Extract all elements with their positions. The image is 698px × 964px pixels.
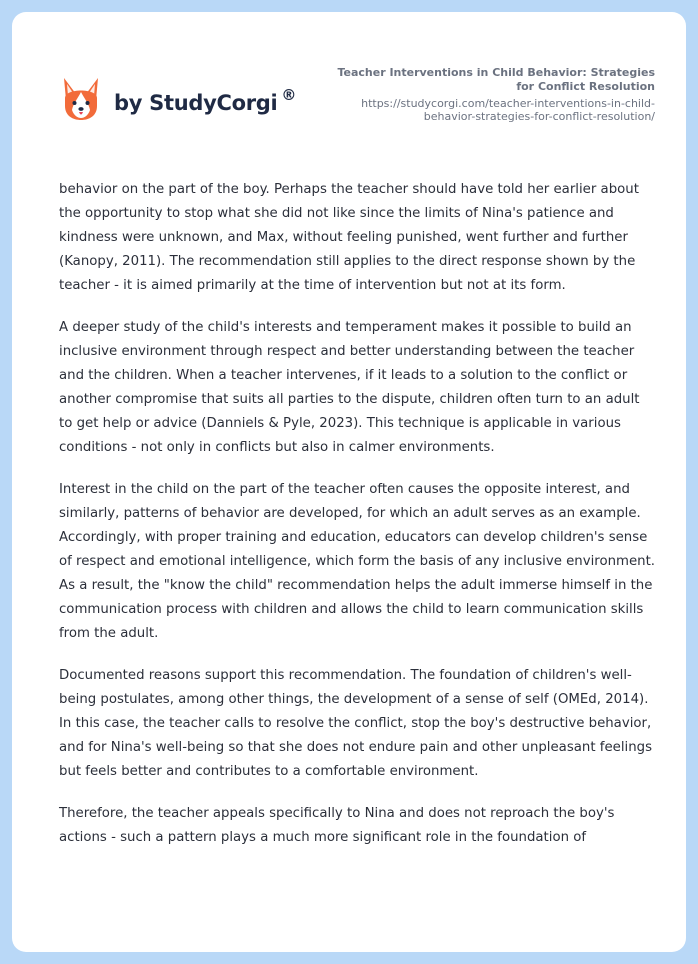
document-title: Teacher Interventions in Child Behavior: Strategies for Conflict Resolution (337, 66, 655, 93)
body-paragraph: A deeper study of the child's interests and temperament makes it possible to build an inclusive environment through respect and better understanding between the teacher and the children. When a teacher intervenes, if it leads to a solution to the conflict or another compromise that suits all parties to the dispute, children often turn to an adult to get help or advice (Danniels & Pyle, 2023). This technique is applicable in various conditions - not only in conflicts but also in calmer environments. (59, 320, 640, 455)
document-page (12, 12, 686, 952)
body-paragraph: Documented reasons support this recommendation. The foundation of children's well-being postulates, among other things, the development of a sense of self (OMEd, 2014). In this case, the teacher calls to resolve the conflict, stop the boy's destructive behavior, and for Nina's well-being so that she does not endure pain and other unpleasant feelings but feels better and contributes to a comfortable environment. (59, 668, 653, 779)
body-paragraph: Therefore, the teacher appeals specifically to Nina and does not reproach the boy's actions - such a pattern plays a much more significant role in the foundation of (59, 806, 615, 845)
brand-name: by StudyCorgi ® (114, 85, 297, 115)
body-paragraph: behavior on the part of the boy. Perhaps the teacher should have told her earlier about the opportunity to stop what she did not like since the limits of Nina's patience and kindness were unknown, and Max, without feeling punished, went further and further (Kanopy, 2011). The recommendation still applies to the direct response shown by the teacher - it is aimed primarily at the time of intervention but not at its form. (59, 182, 639, 293)
page-header (12, 12, 686, 152)
studycorgi-logo[interactable] (60, 76, 296, 122)
corgi-logo-icon (60, 76, 102, 122)
document-meta (325, 66, 655, 123)
document-url[interactable]: https://studycorgi.com/teacher-interventions-in-child-behavior-strategies-for-conflict-resolution/ (361, 97, 655, 123)
document-body (59, 178, 657, 868)
registered-mark: ® (281, 85, 297, 104)
body-paragraph: Interest in the child on the part of the teacher often causes the opposite interest, and similarly, patterns of behavior are developed, for which an adult serves as an example. Accordingly, with proper training and education, educators can develop children's sense of respect and emotional intelligence, which form the basis of any inclusive environment. As a result, the "know the child" recommendation helps the adult immerse himself in the communication process with children and allows the child to learn communication skills from the adult. (59, 482, 656, 641)
